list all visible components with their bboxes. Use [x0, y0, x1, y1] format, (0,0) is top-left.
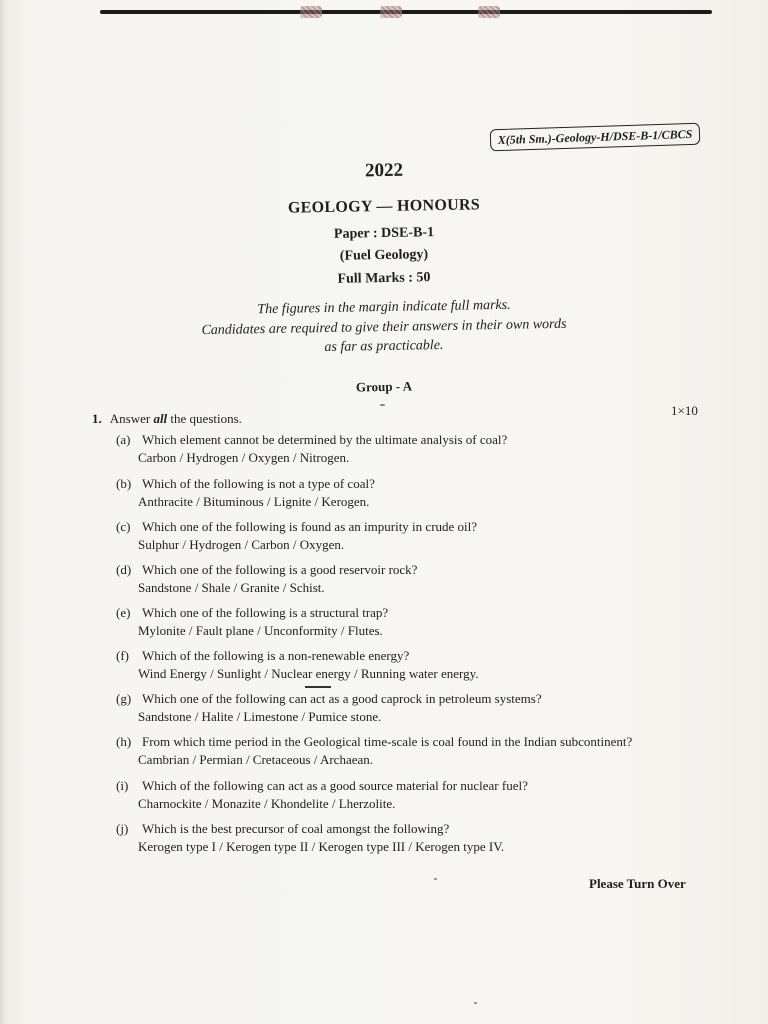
sub-question — [116, 475, 375, 511]
paper-label: Paper : DSE-B-1 — [333, 225, 435, 242]
question-number: 1. — [92, 411, 102, 426]
sub-question-text: Which of the following can act as a good source material for nuclear fuel? — [142, 778, 528, 793]
stray-mark — [434, 878, 437, 880]
full-marks: Full Marks : 50 — [337, 270, 431, 287]
sub-question — [116, 518, 477, 554]
sub-question-options: Anthracite / Bituminous / Lignite / Kerogen. — [138, 494, 370, 509]
sub-question-options: Kerogen type I / Kerogen type II / Kerogen type III / Kerogen type IV. — [138, 839, 505, 854]
sub-question-text: Which one of the following is a structural trap? — [142, 605, 389, 620]
paper-name: (Fuel Geology) — [339, 247, 429, 264]
stray-mark — [380, 404, 385, 406]
exam-year: 2022 — [364, 159, 404, 182]
sub-question-options: Sandstone / Shale / Granite / Schist. — [138, 580, 325, 595]
sub-question-options: Wind Energy / Sunlight / Nuclear energy / Running water energy. — [138, 666, 479, 681]
stray-mark — [474, 1002, 477, 1004]
instruction-own-words: Candidates are required to give their answers in their own words — [201, 316, 567, 339]
sub-question — [116, 690, 542, 726]
sub-question-text: Which is the best precursor of coal amongst the following? — [142, 821, 450, 836]
sub-question-label: (a) — [116, 432, 131, 447]
sub-question-text: Which of the following is a non-renewable energy? — [142, 648, 410, 663]
sub-question-text: From which time period in the Geological time-scale is coal found in the Indian subcontinent? — [142, 734, 633, 749]
binding-mark — [478, 6, 500, 18]
question-pre: Answer — [109, 411, 154, 426]
pen-overline — [305, 686, 331, 688]
binding-mark — [380, 6, 402, 18]
top-border-line — [100, 10, 712, 14]
sub-question-label: (g) — [116, 691, 132, 706]
sub-question — [116, 431, 507, 467]
sub-question-label: (f) — [116, 648, 129, 663]
group-heading: Group - A — [355, 378, 413, 395]
sub-question-text: Which one of the following can act as a good caprock in petroleum systems? — [142, 691, 542, 706]
instruction-margin: The figures in the margin indicate full marks. — [257, 297, 511, 318]
sub-question-options: Mylonite / Fault plane / Unconformity / Flutes. — [138, 623, 383, 638]
sub-question-label: (h) — [116, 734, 132, 749]
paper-code-box: X(5th Sm.)-Geology-H/DSE-B-1/CBCS — [490, 123, 701, 152]
question-emphasis: all — [153, 411, 168, 426]
sub-question — [116, 647, 479, 683]
sub-question-label: (e) — [116, 605, 131, 620]
sub-question-label: (b) — [116, 476, 132, 491]
sub-question-label: (d) — [116, 562, 132, 577]
sub-question-options: Sulphur / Hydrogen / Carbon / Oxygen. — [138, 537, 345, 552]
sub-question-options: Charnockite / Monazite / Khondelite / Lherzolite. — [138, 796, 396, 811]
sub-question-options: Carbon / Hydrogen / Oxygen / Nitrogen. — [138, 450, 350, 465]
sub-question — [116, 561, 417, 597]
sub-question-options: Sandstone / Halite / Limestone / Pumice stone. — [138, 709, 382, 724]
sub-question-label: (j) — [116, 821, 129, 836]
question-post: the questions. — [167, 411, 242, 426]
sub-question-options: Cambrian / Permian / Cretaceous / Archaean. — [138, 752, 374, 767]
sub-question-label: (c) — [116, 519, 131, 534]
question-heading — [92, 411, 242, 427]
question-marks: 1×10 — [671, 403, 698, 418]
binding-mark — [300, 6, 322, 18]
sub-question — [116, 820, 504, 856]
sub-question-text: Which one of the following is found as an impurity in crude oil? — [142, 519, 478, 534]
sub-question — [116, 733, 632, 769]
please-turn-over: Please Turn Over — [589, 876, 686, 891]
instruction-practicable: as far as practicable. — [324, 337, 444, 356]
sub-question — [116, 604, 388, 640]
sub-question-text: Which of the following is not a type of coal? — [142, 476, 375, 491]
sub-question — [116, 777, 528, 813]
sub-question-label: (i) — [116, 778, 129, 793]
sub-question-text: Which element cannot be determined by the ultimate analysis of coal? — [142, 432, 508, 447]
sub-question-text: Which one of the following is a good reservoir rock? — [142, 562, 418, 577]
subject-title: GEOLOGY — HONOURS — [287, 196, 481, 217]
